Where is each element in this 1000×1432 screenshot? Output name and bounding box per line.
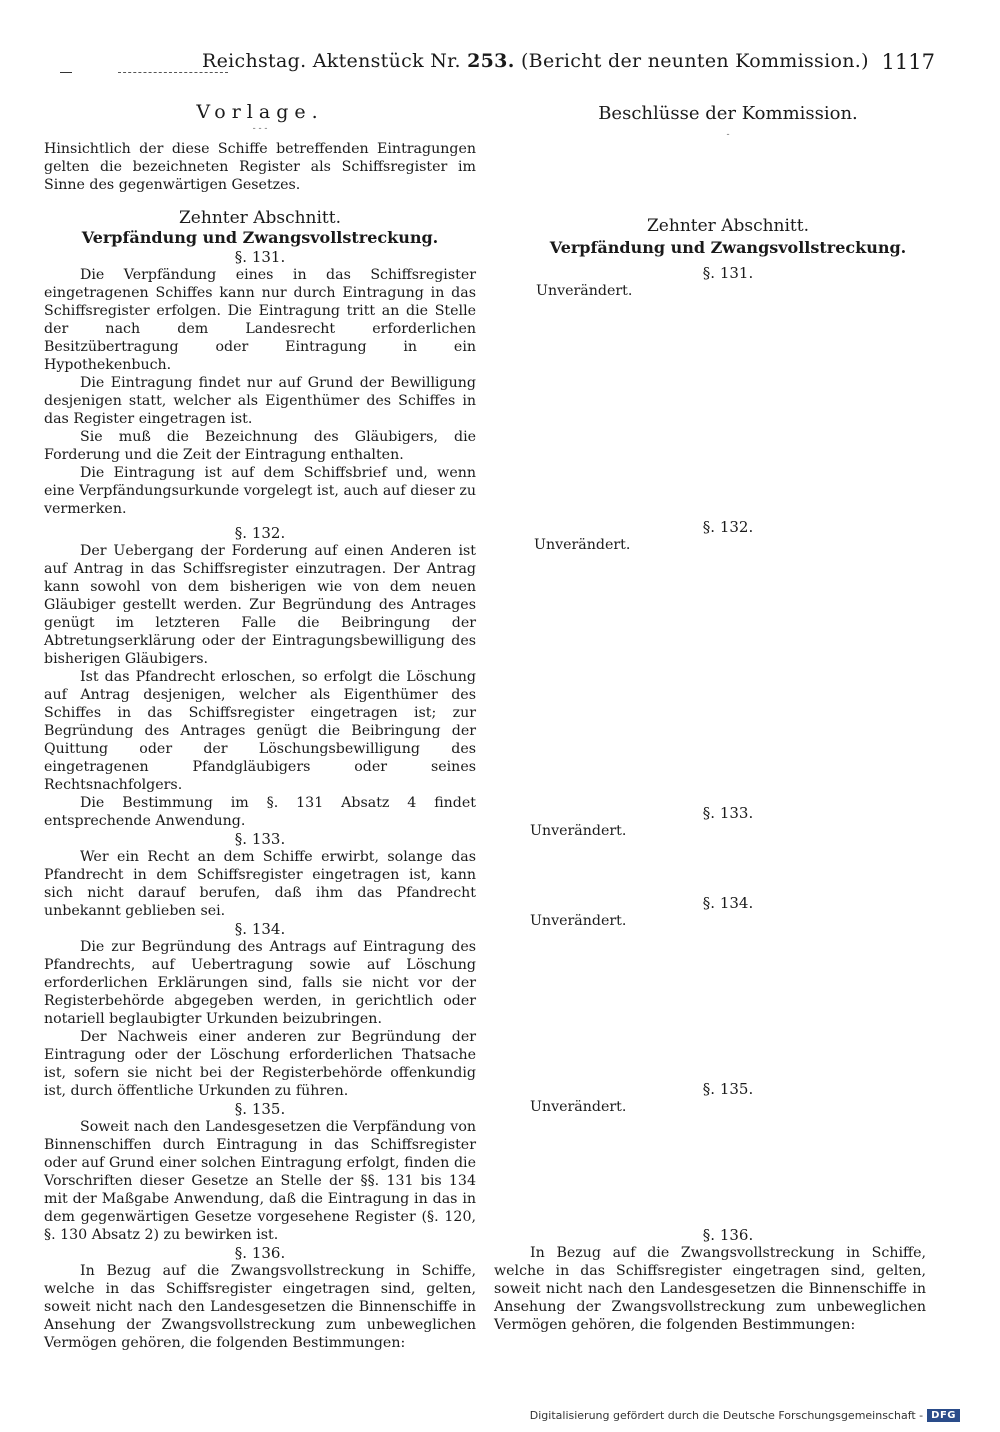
header-title bbox=[202, 50, 869, 72]
left-p132-num: §. 132. bbox=[234, 524, 286, 542]
heading-mark: - - - bbox=[252, 124, 268, 134]
header-title-number: 253. bbox=[467, 50, 515, 72]
header-rule bbox=[118, 72, 228, 73]
left-intro: Hinsichtlich der diese Schiffe betreffenden Eintragungen gelten die bezeichneten Register als Schiffsregister im Sinne des gegenwärtigen Gesetzes. bbox=[44, 141, 476, 193]
right-p134-num: §. 134. bbox=[702, 894, 754, 912]
left-p133-num: §. 133. bbox=[234, 830, 286, 848]
right-p133-unchanged: Unverändert. bbox=[530, 823, 627, 839]
left-p133-para: Wer ein Recht an dem Schiffe erwirbt, solange das Pfandrecht in dem Schiffsregister eingetragen ist, kann sich nicht darauf berufen, daß ihm das Pfandrecht unbekannt geblieben sei. bbox=[44, 849, 476, 919]
left-p131-para: Die Eintragung ist auf dem Schiffsbrief und, wenn eine Verpfändungsurkunde vorgelegt ist, auch auf dieser zu vermerken. bbox=[44, 465, 476, 517]
footer-text: Digitalisierung gefördert durch die Deutsche Forschungsgemeinschaft - bbox=[529, 1409, 924, 1422]
right-heading: Beschlüsse der Kommission. bbox=[598, 103, 858, 124]
right-p133-num: §. 133. bbox=[702, 804, 754, 822]
left-p131-para: Die Verpfändung eines in das Schiffsregister eingetragenen Schiffes kann nur durch Eintragung in das Schiffsregister erfolgen. Die Eintragung tritt an die Stelle der nach dem Landesrecht erforderlichen Besitzübertragung oder Eintragung in ein Hypothekenbuch. bbox=[44, 267, 476, 373]
left-section-subtitle: Verpfändung und Zwangsvollstreckung. bbox=[81, 228, 439, 247]
right-p135-unchanged: Unverändert. bbox=[530, 1099, 627, 1115]
left-p136-num: §. 136. bbox=[234, 1244, 286, 1262]
left-p134-para: Der Nachweis einer anderen zur Begründung der Eintragung oder der Löschung erforderlichen Thatsache ist, sofern sie nicht bei der Registerbehörde offenkundig ist, durch öffentliche Urkunden zu führen. bbox=[44, 1029, 476, 1099]
left-p134-para: Die zur Begründung des Antrags auf Eintragung des Pfandrechts, auf Uebertragung sowie auf Löschung erforderlichen Erklärungen sind, falls sie nicht vor der Registerbehörde abgegeben werden, in gerichtlich oder notariell beglaubigter Urkunden beizubringen. bbox=[44, 939, 476, 1027]
right-p134-unchanged: Unverändert. bbox=[530, 913, 627, 929]
header-title-prefix: Reichstag. Aktenstück Nr. bbox=[202, 50, 461, 72]
left-p131-num: §. 131. bbox=[234, 248, 286, 266]
dfg-logo: DFG bbox=[927, 1409, 960, 1422]
left-p132-para: Der Uebergang der Forderung auf einen Anderen ist auf Antrag in das Schiffsregister einzutragen. Der Antrag kann sowohl von dem bisherigen wie von dem neuen Gläubiger gestellt werden. Zur Begründung des Antrages genügt im letzteren Falle die Beibringung der Abtretungserklärung oder der Eintragungsbewilligung des bisherigen Gläubigers. bbox=[44, 543, 476, 667]
right-p132-unchanged: Unverändert. bbox=[534, 537, 631, 553]
right-section-title: Zehnter Abschnitt. bbox=[647, 216, 809, 236]
page-number: 1117 bbox=[881, 50, 935, 74]
left-p136-para: In Bezug auf die Zwangsvollstreckung in Schiffe, welche in das Schiffsregister eingetragen sind, gelten, soweit nicht nach den Landesgesetzen die Binnenschiffe in Ansehung der Zwangsvollstreckung zum unbeweglichen Vermögen gehören, die folgenden Bestimmungen: bbox=[44, 1263, 476, 1351]
left-p135-para: Soweit nach den Landesgesetzen die Verpfändung von Binnenschiffen durch Eintragung in das Schiffsregister oder auf Grund einer solchen Eintragung erfolgt, finden die Vorschriften dieser Gesetze an Stelle der §§. 131 bis 134 mit der Maßgabe Anwendung, daß die Eintragung in das in dem gegenwärtigen Gesetze vorgesehene Register (§. 120, §. 130 Absatz 2) zu bewirken ist. bbox=[44, 1119, 476, 1243]
digitization-footer bbox=[530, 1409, 960, 1422]
right-p136-para: In Bezug auf die Zwangsvollstreckung in Schiffe, welche in das Schiffsregister eingetragen sind, gelten, soweit nicht nach den Landesgesetzen die Binnenschiffe in Ansehung der Zwangsvollstreckung zum unbeweglichen Vermögen gehören, die folgenden Bestimmungen: bbox=[494, 1245, 926, 1333]
right-p132-num: §. 132. bbox=[702, 518, 754, 536]
header-title-suffix: (Bericht der neunten Kommission.) bbox=[520, 50, 869, 72]
left-p134-num: §. 134. bbox=[234, 920, 286, 938]
right-section-subtitle: Verpfändung und Zwangsvollstreckung. bbox=[549, 238, 907, 257]
left-p132-para: Ist das Pfandrecht erloschen, so erfolgt die Löschung auf Antrag desjenigen, welcher als Eigenthümer des Schiffes in das Schiffsregister eingetragen ist; zur Begründung des Antrages genügt die Beibringung der Quittung oder der Löschungsbewilligung des eingetragenen Pfandgläubigers oder seines Rechtsnachfolgers. bbox=[44, 669, 476, 793]
left-p131-para: Sie muß die Bezeichnung des Gläubigers, die Forderung und die Zeit der Eintragung enthalten. bbox=[44, 429, 476, 463]
left-p131-para: Die Eintragung findet nur auf Grund der Bewilligung desjenigen statt, welcher als Eigenthümer des Schiffes in das Register eingetragen ist. bbox=[44, 375, 476, 427]
right-p135-num: §. 135. bbox=[702, 1080, 754, 1098]
right-p131-unchanged: Unverändert. bbox=[536, 283, 633, 299]
right-p136-num: §. 136. bbox=[702, 1226, 754, 1244]
left-column bbox=[44, 100, 476, 1352]
right-p131-num: §. 131. bbox=[702, 264, 754, 282]
left-section-title: Zehnter Abschnitt. bbox=[179, 208, 341, 228]
right-heading-mark: - bbox=[726, 130, 730, 140]
page-header bbox=[40, 50, 935, 80]
left-p135-num: §. 135. bbox=[234, 1100, 286, 1118]
left-heading: Vorlage. bbox=[196, 101, 324, 123]
left-p132-para: Die Bestimmung im §. 131 Absatz 4 findet entsprechende Anwendung. bbox=[44, 795, 476, 829]
header-dash bbox=[60, 72, 72, 73]
